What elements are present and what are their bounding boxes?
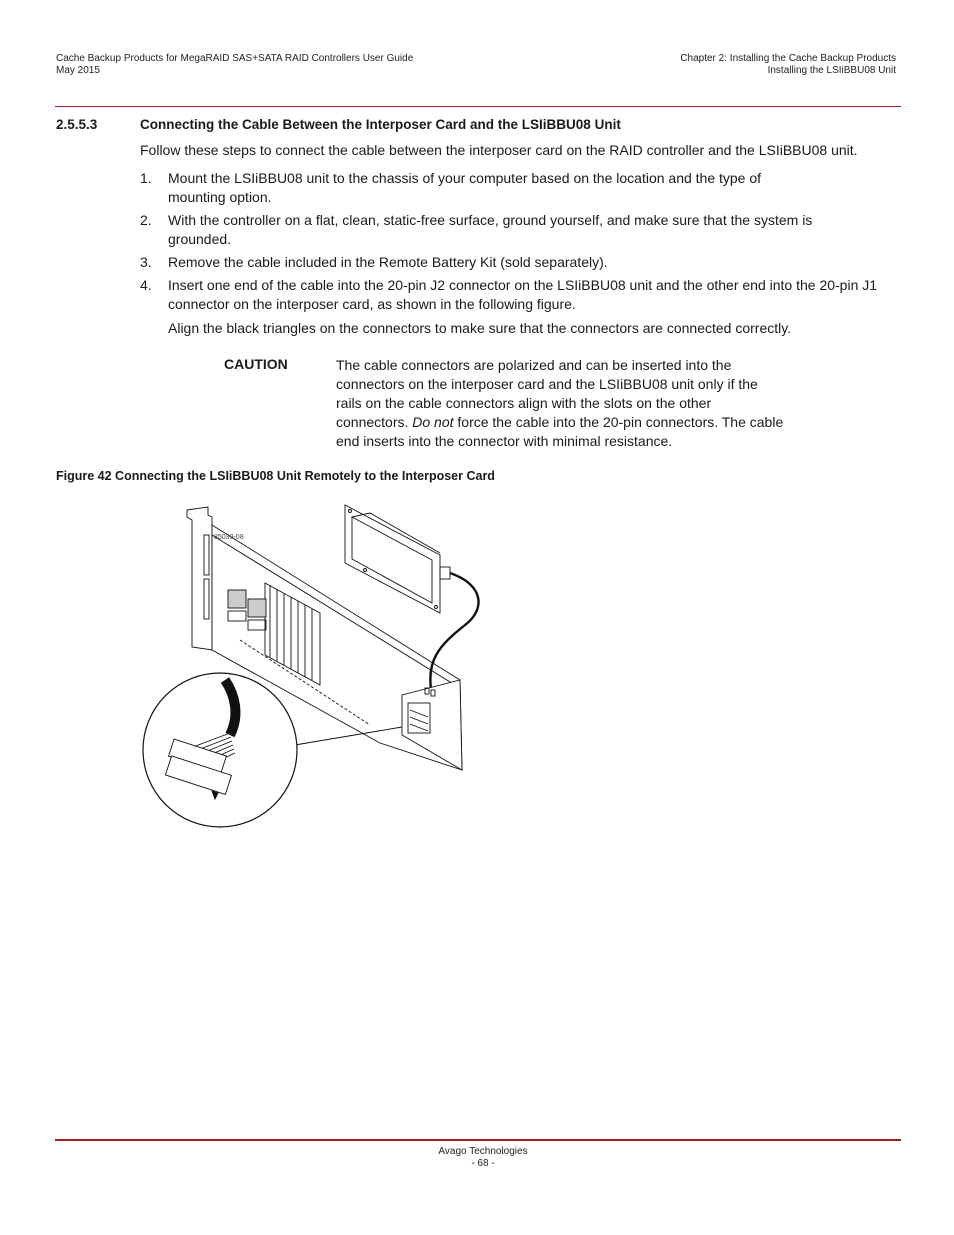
step-number: 4. bbox=[140, 277, 152, 293]
intro-paragraph: Follow these steps to connect the cable between the interposer card on the RAID controller and the LSIiBBU08 unit. bbox=[140, 142, 858, 158]
step-text: With the controller on a flat, clean, static-free surface, ground yourself, and make sure that the system is grounded. bbox=[168, 212, 813, 247]
caution-text-part2: force the cable into the 20-pin connectors. The cable end inserts into the connector with minimal resistance. bbox=[336, 414, 784, 449]
section-number: 2.5.5.3 bbox=[56, 117, 98, 132]
company-name: Avago Technologies bbox=[438, 1146, 528, 1157]
step-text: Insert one end of the cable into the 20-pin J2 connector on the LSIiBBU08 unit and the other end into the 20-pin J1 connector on the interposer card, as shown in the following figure. bbox=[168, 277, 878, 312]
doc-title: Cache Backup Products for MegaRAID SAS+SATA RAID Controllers User Guide bbox=[56, 53, 414, 64]
lsiibbu08-unit bbox=[345, 505, 450, 613]
page-footer bbox=[0, 1146, 954, 1170]
running-header-left bbox=[56, 53, 413, 77]
align-note: Align the black triangles on the connectors to make sure that the connectors are connected correctly. bbox=[168, 320, 792, 336]
section-heading bbox=[56, 117, 621, 132]
caution-text-part1: The cable connectors are polarized and can be inserted into the connectors on the interposer card and the LSIiBBU08 unit only if the rails on the cable connectors align with the slots on the other connectors. bbox=[336, 357, 758, 430]
step-number: 3. bbox=[140, 254, 152, 270]
caution-text bbox=[336, 356, 786, 451]
step-text: Mount the LSIiBBU08 unit to the chassis of your computer based on the location and the type of mounting option. bbox=[168, 170, 762, 205]
drawing-id: 85039-08 bbox=[214, 534, 244, 541]
running-header-right bbox=[680, 53, 896, 77]
page-number: - 68 - bbox=[471, 1158, 495, 1169]
caution-label: CAUTION bbox=[224, 356, 288, 372]
step-number: 1. bbox=[140, 170, 152, 186]
figure-caption: Figure 42 Connecting the LSIiBBU08 Unit Remotely to the Interposer Card bbox=[56, 469, 495, 483]
connection-illustration bbox=[140, 495, 500, 830]
doc-date: May 2015 bbox=[56, 65, 100, 76]
chapter-title: Chapter 2: Installing the Cache Backup Products bbox=[680, 53, 896, 64]
step-text: Remove the cable included in the Remote Battery Kit (sold separately). bbox=[168, 254, 608, 270]
magnified-connector-view bbox=[143, 673, 297, 827]
step-number: 2. bbox=[140, 212, 152, 228]
pci-bracket bbox=[187, 507, 212, 650]
section-running-title: Installing the LSIiBBU08 Unit bbox=[767, 65, 896, 76]
section-title: Connecting the Cable Between the Interposer Card and the LSIiBBU08 Unit bbox=[140, 117, 621, 132]
header-rule bbox=[55, 106, 901, 107]
caution-emphasis: Do not bbox=[412, 414, 454, 430]
footer-rule bbox=[55, 1139, 901, 1141]
